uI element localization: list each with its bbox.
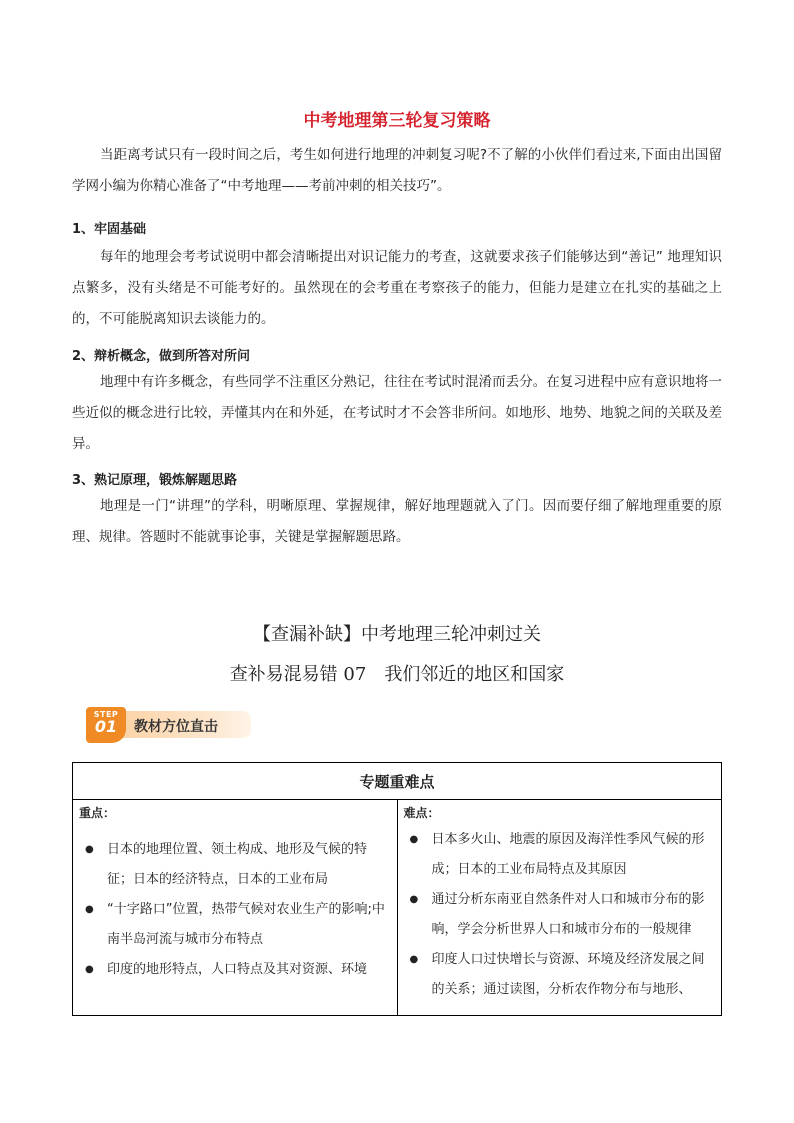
key-points-cell <box>73 800 398 1016</box>
banner-line-1: 【查漏补缺】中考地理三轮冲刺过关 <box>253 624 541 645</box>
step-tag <box>86 707 126 743</box>
section-1-heading: 1、牢固基础 <box>72 222 147 237</box>
step-tag-number: 01 <box>94 717 118 736</box>
step-tag-word: STEP <box>93 710 119 719</box>
list-item: ● 印度的地形特点，人口特点及其对资源、环境 <box>79 955 391 985</box>
intro-paragraph: 当距离考试只有一段时间之后，考生如何进行地理的冲刺复习呢?不了解的小伙伴们看过来,下面由出国留学网小编为你精心准备了“中考地理——考前冲刺的相关技巧”。 <box>72 147 722 194</box>
difficult-points-title: 难点： <box>403 806 440 820</box>
step-label-bar <box>120 711 251 738</box>
banner-line-2: 查补易混易错 07 我们邻近的地区和国家 <box>229 664 565 685</box>
table-header: 专题重难点 <box>73 763 722 800</box>
list-item: ● “十字路口”位置，热带气候对农业生产的影响;中南半岛河流与城市分布特点 <box>79 895 391 955</box>
section-1-body: 每年的地理会考考试说明中都会清晰提出对识记能力的考查，这就要求孩子们能够达到“善记” 地理知识点繁多，没有头绪是不可能考好的。虽然现在的会考重在考察孩子的能力，但能力是建立在扎实的基础之上的，不可能脱离知识去谈能力的。 <box>72 249 722 327</box>
list-item: ● 日本的地理位置、领土构成、地形及气候的特征；日本的经济特点，日本的工业布局 <box>79 835 391 895</box>
list-item: ● 通过分析东南亚自然条件对人口和城市分布的影响，学会分析世界人口和城市分布的一般规律 <box>404 885 716 945</box>
key-points-table <box>72 762 722 1016</box>
section-2-heading: 2、辩析概念，做到所答对所问 <box>72 349 251 364</box>
step-label: 教材方位直击 <box>134 719 218 735</box>
key-points-list <box>73 835 397 985</box>
difficult-points-cell <box>397 800 722 1016</box>
step-badge <box>86 707 251 743</box>
section-2-body: 地理中有许多概念，有些同学不注重区分熟记，往往在考试时混淆而丢分。在复习进程中应有意识地将一些近似的概念进行比较，弄懂其内在和外延，在考试时才不会答非所问。如地形、地势、地貌之间的关联及差异。 <box>72 374 722 452</box>
section-3-heading: 3、熟记原理，锻炼解题思路 <box>72 473 238 488</box>
list-item: ● 日本多火山、地震的原因及海洋性季风气候的形成；日本的工业布局特点及其原因 <box>404 825 716 885</box>
list-item: ● 印度人口过快增长与资源、环境及经济发展之间的关系；通过读图，分析农作物分布与地形、 <box>404 945 716 1005</box>
difficult-points-list <box>398 825 722 1005</box>
key-points-title: 重点： <box>79 806 116 820</box>
section-3-body: 地理是一门“讲理”的学科，明晰原理、掌握规律，解好地理题就入了门。因而要仔细了解地理重要的原理、规律。答题时不能就事论事，关键是掌握解题思路。 <box>72 498 722 545</box>
document-title: 中考地理第三轮复习策略 <box>303 111 491 131</box>
